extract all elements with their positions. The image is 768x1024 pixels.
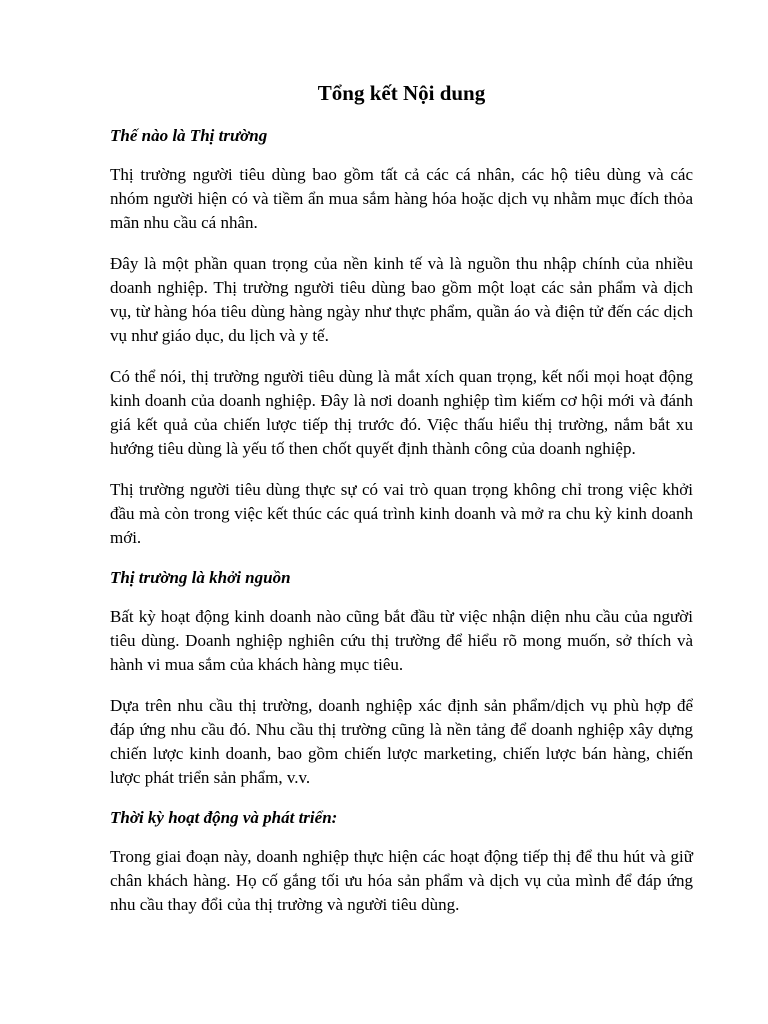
section-operation-growth [110, 807, 693, 917]
section-heading: Thời kỳ hoạt động và phát triển: [110, 808, 338, 827]
section-market-definition [110, 125, 693, 550]
paragraph: Thị trường người tiêu dùng bao gồm tất cả các cá nhân, các hộ tiêu dùng và các nhóm người hiện có và tiềm ẩn mua sắm hàng hóa hoặc dịch vụ nhằm mục đích thỏa mãn nhu cầu cá nhân. [110, 165, 693, 232]
paragraph: Trong giai đoạn này, doanh nghiệp thực hiện các hoạt động tiếp thị để thu hút và giữ chân khách hàng. Họ cố gắng tối ưu hóa sản phẩm và dịch vụ của mình để đáp ứng nhu cầu thay đổi của thị trường và người tiêu dùng. [110, 847, 693, 914]
paragraph: Bất kỳ hoạt động kinh doanh nào cũng bắt đầu từ việc nhận diện nhu cầu của người tiêu dùng. Doanh nghiệp nghiên cứu thị trường để hiểu rõ mong muốn, sở thích và hành vi mua sắm của khách hàng mục tiêu. [110, 607, 693, 674]
paragraph: Dựa trên nhu cầu thị trường, doanh nghiệp xác định sản phẩm/dịch vụ phù hợp để đáp ứng nhu cầu đó. Nhu cầu thị trường cũng là nền tảng để doanh nghiệp xây dựng chiến lược kinh doanh, bao gồm chiến lược marketing, chiến lược bán hàng, chiến lược phát triển sản phẩm, v.v. [110, 696, 693, 787]
document-title: Tổng kết Nội dung [317, 81, 486, 105]
paragraph: Thị trường người tiêu dùng thực sự có vai trò quan trọng không chỉ trong việc khởi đầu mà còn trong việc kết thúc các quá trình kinh doanh và mở ra chu kỳ kinh doanh mới. [110, 480, 693, 547]
paragraph: Đây là một phần quan trọng của nền kinh tế và là nguồn thu nhập chính của nhiều doanh nghiệp. Thị trường người tiêu dùng bao gồm một loạt các sản phẩm và dịch vụ, từ hàng hóa tiêu dùng hàng ngày như thực phẩm, quần áo và điện tử đến các dịch vụ như giáo dục, du lịch và y tế. [110, 254, 693, 345]
section-heading: Thị trường là khởi nguồn [110, 568, 291, 587]
paragraph: Có thể nói, thị trường người tiêu dùng là mắt xích quan trọng, kết nối mọi hoạt động kinh doanh của doanh nghiệp. Đây là nơi doanh nghiệp tìm kiếm cơ hội mới và đánh giá kết quả của chiến lược tiếp thị trước đó. Việc thấu hiểu thị trường, nắm bắt xu hướng tiêu dùng là yếu tố then chốt quyết định thành công của doanh nghiệp. [110, 367, 693, 458]
section-market-origin [110, 567, 693, 790]
section-heading: Thế nào là Thị trường [110, 126, 268, 145]
